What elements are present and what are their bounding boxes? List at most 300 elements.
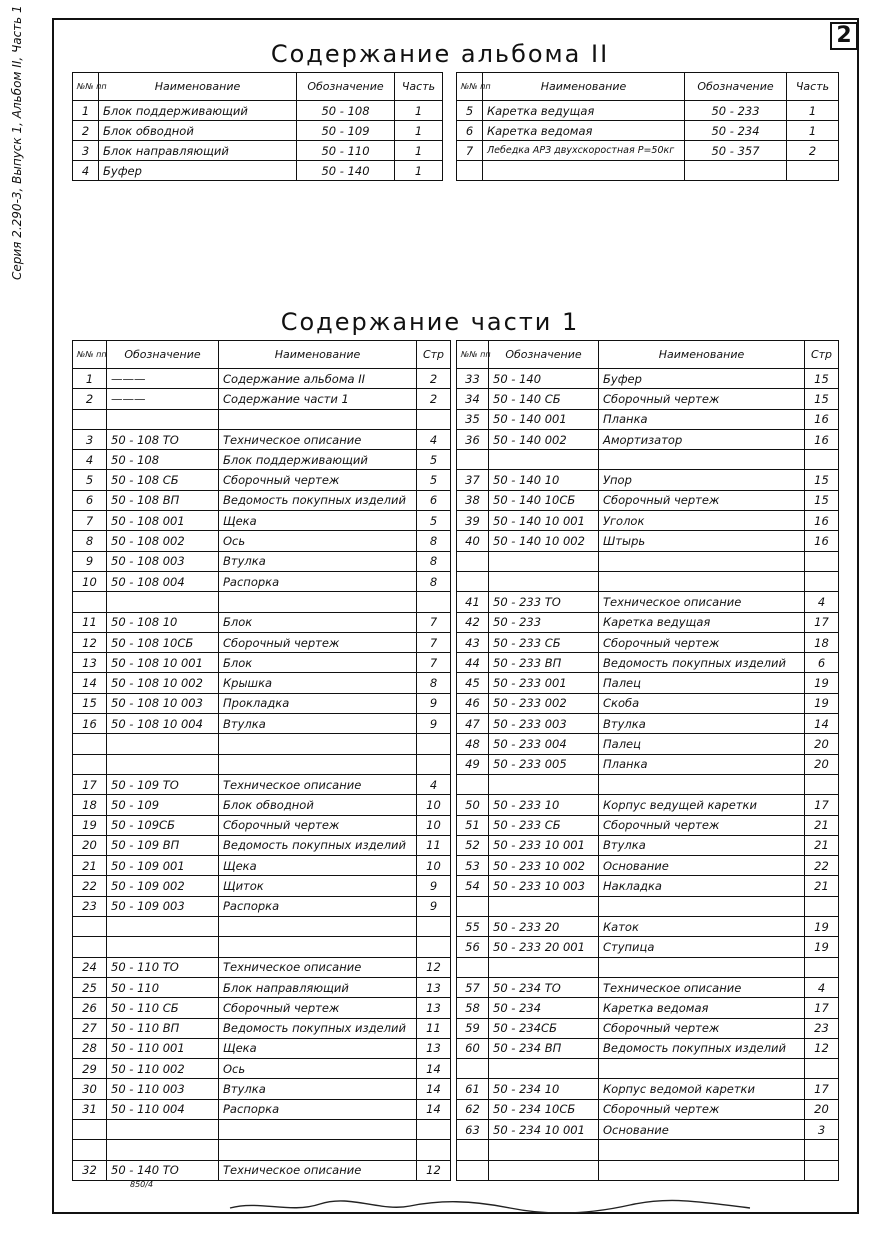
cell-page: 16 <box>805 429 839 449</box>
cell-page: 10 <box>417 815 451 835</box>
table-row <box>73 490 451 510</box>
table-row <box>457 1099 839 1119</box>
cell-name: Распорка <box>219 571 417 591</box>
cell-page: 7 <box>417 612 451 632</box>
cell-designation: 50 - 109 ВП <box>107 835 219 855</box>
header-page: Стр <box>417 341 451 369</box>
cell-name <box>219 1140 417 1160</box>
cell-page: 4 <box>417 429 451 449</box>
cell-page: 11 <box>417 835 451 855</box>
cell-designation: 50 - 109СБ <box>107 815 219 835</box>
cell-designation: 50 - 234 <box>685 121 787 141</box>
table-row <box>73 795 451 815</box>
cell-page: 16 <box>805 409 839 429</box>
cell-name: Прокладка <box>219 693 417 713</box>
cell-num <box>73 409 107 429</box>
table-row <box>457 389 839 409</box>
cell-name: Ведомость покупных изделий <box>599 653 805 673</box>
table-row <box>73 754 451 774</box>
table-row <box>73 835 451 855</box>
cell-name: Техническое описание <box>219 957 417 977</box>
cell-designation: 50 - 109 <box>107 795 219 815</box>
cell-page: 11 <box>417 1018 451 1038</box>
table-row <box>73 876 451 896</box>
cell-num: 32 <box>73 1160 107 1180</box>
cell-name: Сборочный чертеж <box>599 1099 805 1119</box>
cell-name: Содержание альбома II <box>219 369 417 389</box>
cell-designation: 50 - 233 20 <box>489 917 599 937</box>
header-designation: Обозначение <box>107 341 219 369</box>
cell-num: 13 <box>73 653 107 673</box>
table-row <box>73 409 451 429</box>
cell-designation: 50 - 110 ТО <box>107 957 219 977</box>
cell-name: Планка <box>599 409 805 429</box>
cell-name: Техническое описание <box>219 429 417 449</box>
cell-part: 1 <box>395 121 443 141</box>
cell-page <box>417 592 451 612</box>
cell-name: Блок поддерживающий <box>99 101 297 121</box>
header-num: №№ пп <box>73 73 99 101</box>
header-num: №№ пп <box>457 341 489 369</box>
cell-designation: 50 - 233 СБ <box>489 815 599 835</box>
cell-name: Блок направляющий <box>219 977 417 997</box>
cell-designation: 50 - 110 СБ <box>107 998 219 1018</box>
table-row <box>457 450 839 470</box>
cell-name <box>219 592 417 612</box>
cell-page: 5 <box>417 450 451 470</box>
cell-designation <box>489 1160 599 1180</box>
cell-num: 3 <box>73 429 107 449</box>
table-row <box>73 856 451 876</box>
cell-name: Втулка <box>599 835 805 855</box>
album-title: Содержание альбома II <box>270 40 610 68</box>
cell-page <box>417 917 451 937</box>
cell-part: 1 <box>395 101 443 121</box>
cell-num <box>457 957 489 977</box>
cell-num: 4 <box>73 161 99 181</box>
cell-page: 3 <box>805 1119 839 1139</box>
cell-num: 26 <box>73 998 107 1018</box>
header-num: №№ пп <box>73 341 107 369</box>
cell-designation: 50 - 233 001 <box>489 673 599 693</box>
cell-designation <box>489 896 599 916</box>
table-row <box>73 551 451 571</box>
cell-designation: 50 - 108 10СБ <box>107 632 219 652</box>
cell-name: Сборочный чертеж <box>219 998 417 1018</box>
table-row <box>457 101 839 121</box>
header-designation: Обозначение <box>685 73 787 101</box>
cell-name: Каретка ведомая <box>483 121 685 141</box>
cell-page <box>417 734 451 754</box>
cell-designation <box>107 1140 219 1160</box>
cell-name: Блок обводной <box>219 795 417 815</box>
cell-name <box>599 774 805 794</box>
table-row <box>73 571 451 591</box>
cell-designation: 50 - 233 <box>489 612 599 632</box>
table-row <box>73 917 451 937</box>
cell-name: Сборочный чертеж <box>219 470 417 490</box>
cell-page: 20 <box>805 734 839 754</box>
cell-name: Щека <box>219 511 417 531</box>
cell-name: Втулка <box>219 1079 417 1099</box>
cell-designation: 50 - 110 003 <box>107 1079 219 1099</box>
cell-page <box>417 409 451 429</box>
cell-name: Упор <box>599 470 805 490</box>
cell-num: 25 <box>73 977 107 997</box>
cell-page: 13 <box>417 998 451 1018</box>
cell-name: Сборочный чертеж <box>599 1018 805 1038</box>
cell-name: Ведомость покупных изделий <box>219 490 417 510</box>
table-row <box>457 490 839 510</box>
cell-page <box>417 754 451 774</box>
cell-page: 17 <box>805 998 839 1018</box>
cell-page: 20 <box>805 1099 839 1119</box>
cell-name <box>599 896 805 916</box>
cell-name: Блок <box>219 612 417 632</box>
cell-name <box>219 754 417 774</box>
cell-num: 52 <box>457 835 489 855</box>
cell-name: Щека <box>219 1038 417 1058</box>
cell-designation: 50 - 108 10 002 <box>107 673 219 693</box>
table-row <box>457 1119 839 1139</box>
cell-designation <box>685 161 787 181</box>
cell-designation: 50 - 108 СБ <box>107 470 219 490</box>
cell-num: 6 <box>73 490 107 510</box>
cell-num: 54 <box>457 876 489 896</box>
cell-name: Палец <box>599 673 805 693</box>
cell-page <box>805 1160 839 1180</box>
cell-num: 3 <box>73 141 99 161</box>
cell-page <box>805 896 839 916</box>
cell-num: 5 <box>457 101 483 121</box>
cell-designation: 50 - 233 003 <box>489 714 599 734</box>
signature-scribble <box>230 1196 750 1216</box>
table-row <box>73 1099 451 1119</box>
header-name: Наименование <box>219 341 417 369</box>
table-row <box>457 673 839 693</box>
cell-name: Блок обводной <box>99 121 297 141</box>
cell-num: 2 <box>73 389 107 409</box>
cell-num: 1 <box>73 101 99 121</box>
cell-name: Техническое описание <box>219 1160 417 1180</box>
cell-page: 9 <box>417 896 451 916</box>
cell-num: 6 <box>457 121 483 141</box>
cell-designation: 50 - 108 001 <box>107 511 219 531</box>
cell-page: 23 <box>805 1018 839 1038</box>
cell-name: Ведомость покупных изделий <box>219 1018 417 1038</box>
cell-num: 14 <box>73 673 107 693</box>
cell-page: 16 <box>805 531 839 551</box>
cell-page: 14 <box>417 1099 451 1119</box>
cell-page: 17 <box>805 1079 839 1099</box>
cell-page: 17 <box>805 612 839 632</box>
cell-num <box>457 450 489 470</box>
table-row <box>73 121 443 141</box>
cell-num: 63 <box>457 1119 489 1139</box>
cell-designation: 50 - 108 10 004 <box>107 714 219 734</box>
cell-page: 7 <box>417 632 451 652</box>
table-row <box>73 896 451 916</box>
cell-designation <box>489 551 599 571</box>
cell-num <box>73 592 107 612</box>
cell-num: 44 <box>457 653 489 673</box>
table-row <box>457 795 839 815</box>
cell-page <box>805 1059 839 1079</box>
header-name: Наименование <box>99 73 297 101</box>
cell-designation <box>489 571 599 591</box>
cell-num: 21 <box>73 856 107 876</box>
cell-num: 59 <box>457 1018 489 1038</box>
table-row <box>73 592 451 612</box>
cell-page: 5 <box>417 470 451 490</box>
table-row <box>457 653 839 673</box>
table-row <box>457 612 839 632</box>
cell-page: 14 <box>417 1059 451 1079</box>
table-row <box>73 1038 451 1058</box>
cell-num: 38 <box>457 490 489 510</box>
table-row <box>73 389 451 409</box>
cell-name: Техническое описание <box>599 977 805 997</box>
cell-designation: 50 - 110 004 <box>107 1099 219 1119</box>
cell-designation: 50 - 140 10 001 <box>489 511 599 531</box>
cell-designation: 50 - 108 10 001 <box>107 653 219 673</box>
table-row <box>73 1018 451 1038</box>
cell-name: Содержание части 1 <box>219 389 417 409</box>
cell-designation <box>107 1119 219 1139</box>
cell-page: 22 <box>805 856 839 876</box>
table-row <box>73 511 451 531</box>
cell-name: Уголок <box>599 511 805 531</box>
table-row <box>73 937 451 957</box>
cell-page: 9 <box>417 693 451 713</box>
cell-num: 5 <box>73 470 107 490</box>
header-part: Часть <box>787 73 839 101</box>
cell-name: Техническое описание <box>219 774 417 794</box>
cell-num: 2 <box>73 121 99 141</box>
cell-name <box>219 734 417 754</box>
cell-num: 43 <box>457 632 489 652</box>
cell-name: Щиток <box>219 876 417 896</box>
cell-designation <box>107 734 219 754</box>
cell-part: 1 <box>395 161 443 181</box>
cell-name <box>599 1059 805 1079</box>
cell-num: 10 <box>73 571 107 591</box>
cell-num: 15 <box>73 693 107 713</box>
cell-num: 46 <box>457 693 489 713</box>
cell-page <box>805 1140 839 1160</box>
cell-name <box>599 450 805 470</box>
table-row <box>73 450 451 470</box>
table-row <box>457 917 839 937</box>
table-row <box>457 1018 839 1038</box>
cell-page <box>417 1140 451 1160</box>
cell-designation: 50 - 108 <box>107 450 219 470</box>
cell-designation: 50 - 233 ТО <box>489 592 599 612</box>
cell-num: 37 <box>457 470 489 490</box>
cell-num <box>457 896 489 916</box>
cell-designation: 50 - 234 ТО <box>489 977 599 997</box>
cell-designation: 50 - 140 ТО <box>107 1160 219 1180</box>
cell-page: 6 <box>417 490 451 510</box>
cell-page: 8 <box>417 531 451 551</box>
cell-designation: 50 - 140 СБ <box>489 389 599 409</box>
cell-name: Ведомость покупных изделий <box>599 1038 805 1058</box>
table-row <box>457 754 839 774</box>
cell-designation: 50 - 233 СБ <box>489 632 599 652</box>
cell-page: 14 <box>417 1079 451 1099</box>
table-row <box>73 714 451 734</box>
cell-num <box>457 551 489 571</box>
cell-num: 57 <box>457 977 489 997</box>
cell-num: 1 <box>73 369 107 389</box>
cell-name: Техническое описание <box>599 592 805 612</box>
cell-num <box>73 754 107 774</box>
table-row <box>457 1038 839 1058</box>
cell-designation <box>107 917 219 937</box>
cell-num <box>73 1119 107 1139</box>
cell-designation: 50 - 140 <box>489 369 599 389</box>
cell-name <box>599 1160 805 1180</box>
cell-page: 10 <box>417 856 451 876</box>
cell-num: 7 <box>457 141 483 161</box>
cell-page: 12 <box>805 1038 839 1058</box>
cell-num <box>73 937 107 957</box>
table-row <box>457 1140 839 1160</box>
cell-designation: 50 - 233 10 002 <box>489 856 599 876</box>
cell-page <box>417 937 451 957</box>
table-row <box>457 998 839 1018</box>
cell-num: 60 <box>457 1038 489 1058</box>
table-row <box>73 531 451 551</box>
cell-part: 1 <box>395 141 443 161</box>
cell-page: 21 <box>805 815 839 835</box>
cell-num: 41 <box>457 592 489 612</box>
cell-page: 4 <box>805 592 839 612</box>
cell-designation: 50 - 108 10 <box>107 612 219 632</box>
table-row <box>457 774 839 794</box>
table-row <box>73 1059 451 1079</box>
cell-num: 62 <box>457 1099 489 1119</box>
cell-designation <box>489 1140 599 1160</box>
cell-page: 13 <box>417 1038 451 1058</box>
cell-name: Крышка <box>219 673 417 693</box>
cell-designation: 50 - 108 ТО <box>107 429 219 449</box>
table-row <box>73 815 451 835</box>
table-row <box>73 632 451 652</box>
cell-num: 48 <box>457 734 489 754</box>
cell-designation: 50 - 233 10 003 <box>489 876 599 896</box>
cell-num <box>457 1160 489 1180</box>
table-row <box>457 470 839 490</box>
page-number: 2 <box>830 22 858 50</box>
cell-designation <box>107 409 219 429</box>
table-row <box>73 1160 451 1180</box>
cell-designation: 50 - 109 ТО <box>107 774 219 794</box>
header-num: №№ пп <box>457 73 483 101</box>
cell-name <box>219 917 417 937</box>
table-row <box>457 409 839 429</box>
cell-page: 15 <box>805 389 839 409</box>
cell-page: 16 <box>805 511 839 531</box>
cell-name: Сборочный чертеж <box>219 815 417 835</box>
table-row <box>457 693 839 713</box>
cell-designation: 50 - 140 10 002 <box>489 531 599 551</box>
cell-designation: 50 - 108 004 <box>107 571 219 591</box>
cell-name: Щека <box>219 856 417 876</box>
header-page: Стр <box>805 341 839 369</box>
cell-designation: 50 - 234 10 001 <box>489 1119 599 1139</box>
cell-name: Каретка ведомая <box>599 998 805 1018</box>
cell-num: 34 <box>457 389 489 409</box>
cell-designation: 50 - 234 <box>489 998 599 1018</box>
cell-designation: 50 - 233 005 <box>489 754 599 774</box>
cell-name: Буфер <box>599 369 805 389</box>
cell-page: 7 <box>417 653 451 673</box>
cell-page: 15 <box>805 490 839 510</box>
cell-name: Ведомость покупных изделий <box>219 835 417 855</box>
cell-page: 5 <box>417 511 451 531</box>
table-row <box>457 896 839 916</box>
cell-num <box>73 734 107 754</box>
cell-name: Сборочный чертеж <box>599 490 805 510</box>
table-row <box>73 774 451 794</box>
cell-designation: 50 - 140 001 <box>489 409 599 429</box>
table-row <box>457 835 839 855</box>
table-row <box>457 571 839 591</box>
cell-name <box>599 957 805 977</box>
table-row <box>73 101 443 121</box>
table-row <box>457 121 839 141</box>
cell-page: 12 <box>417 1160 451 1180</box>
cell-designation <box>489 957 599 977</box>
cell-num: 20 <box>73 835 107 855</box>
cell-num: 39 <box>457 511 489 531</box>
cell-designation: 50 - 233 <box>685 101 787 121</box>
cell-name: Корпус ведомой каретки <box>599 1079 805 1099</box>
cell-designation <box>107 754 219 774</box>
cell-num: 18 <box>73 795 107 815</box>
cell-page: 18 <box>805 632 839 652</box>
cell-page: 10 <box>417 795 451 815</box>
cell-num: 53 <box>457 856 489 876</box>
cell-name: Сборочный чертеж <box>599 815 805 835</box>
table-row <box>73 141 443 161</box>
table-row <box>457 957 839 977</box>
cell-name: Лебедка АРЗ двухскоростная Р=50кг <box>483 141 685 161</box>
cell-num: 51 <box>457 815 489 835</box>
table-row <box>457 429 839 449</box>
cell-num: 7 <box>73 511 107 531</box>
part1-contents-table-left <box>72 340 451 1181</box>
series-side-note: Серия 2.290-3, Выпуск 1, Альбом II, Часть 1 <box>10 5 24 280</box>
cell-designation: 50 - 233 002 <box>489 693 599 713</box>
cell-num <box>457 774 489 794</box>
table-row <box>457 511 839 531</box>
table-row <box>457 551 839 571</box>
cell-page: 17 <box>805 795 839 815</box>
cell-num: 8 <box>73 531 107 551</box>
cell-name: Втулка <box>219 714 417 734</box>
cell-name: Скоба <box>599 693 805 713</box>
table-row <box>457 856 839 876</box>
table-row <box>457 1079 839 1099</box>
cell-page <box>805 957 839 977</box>
cell-page: 2 <box>417 369 451 389</box>
cell-num: 35 <box>457 409 489 429</box>
cell-name: Основание <box>599 856 805 876</box>
cell-page: 6 <box>805 653 839 673</box>
cell-page: 19 <box>805 673 839 693</box>
